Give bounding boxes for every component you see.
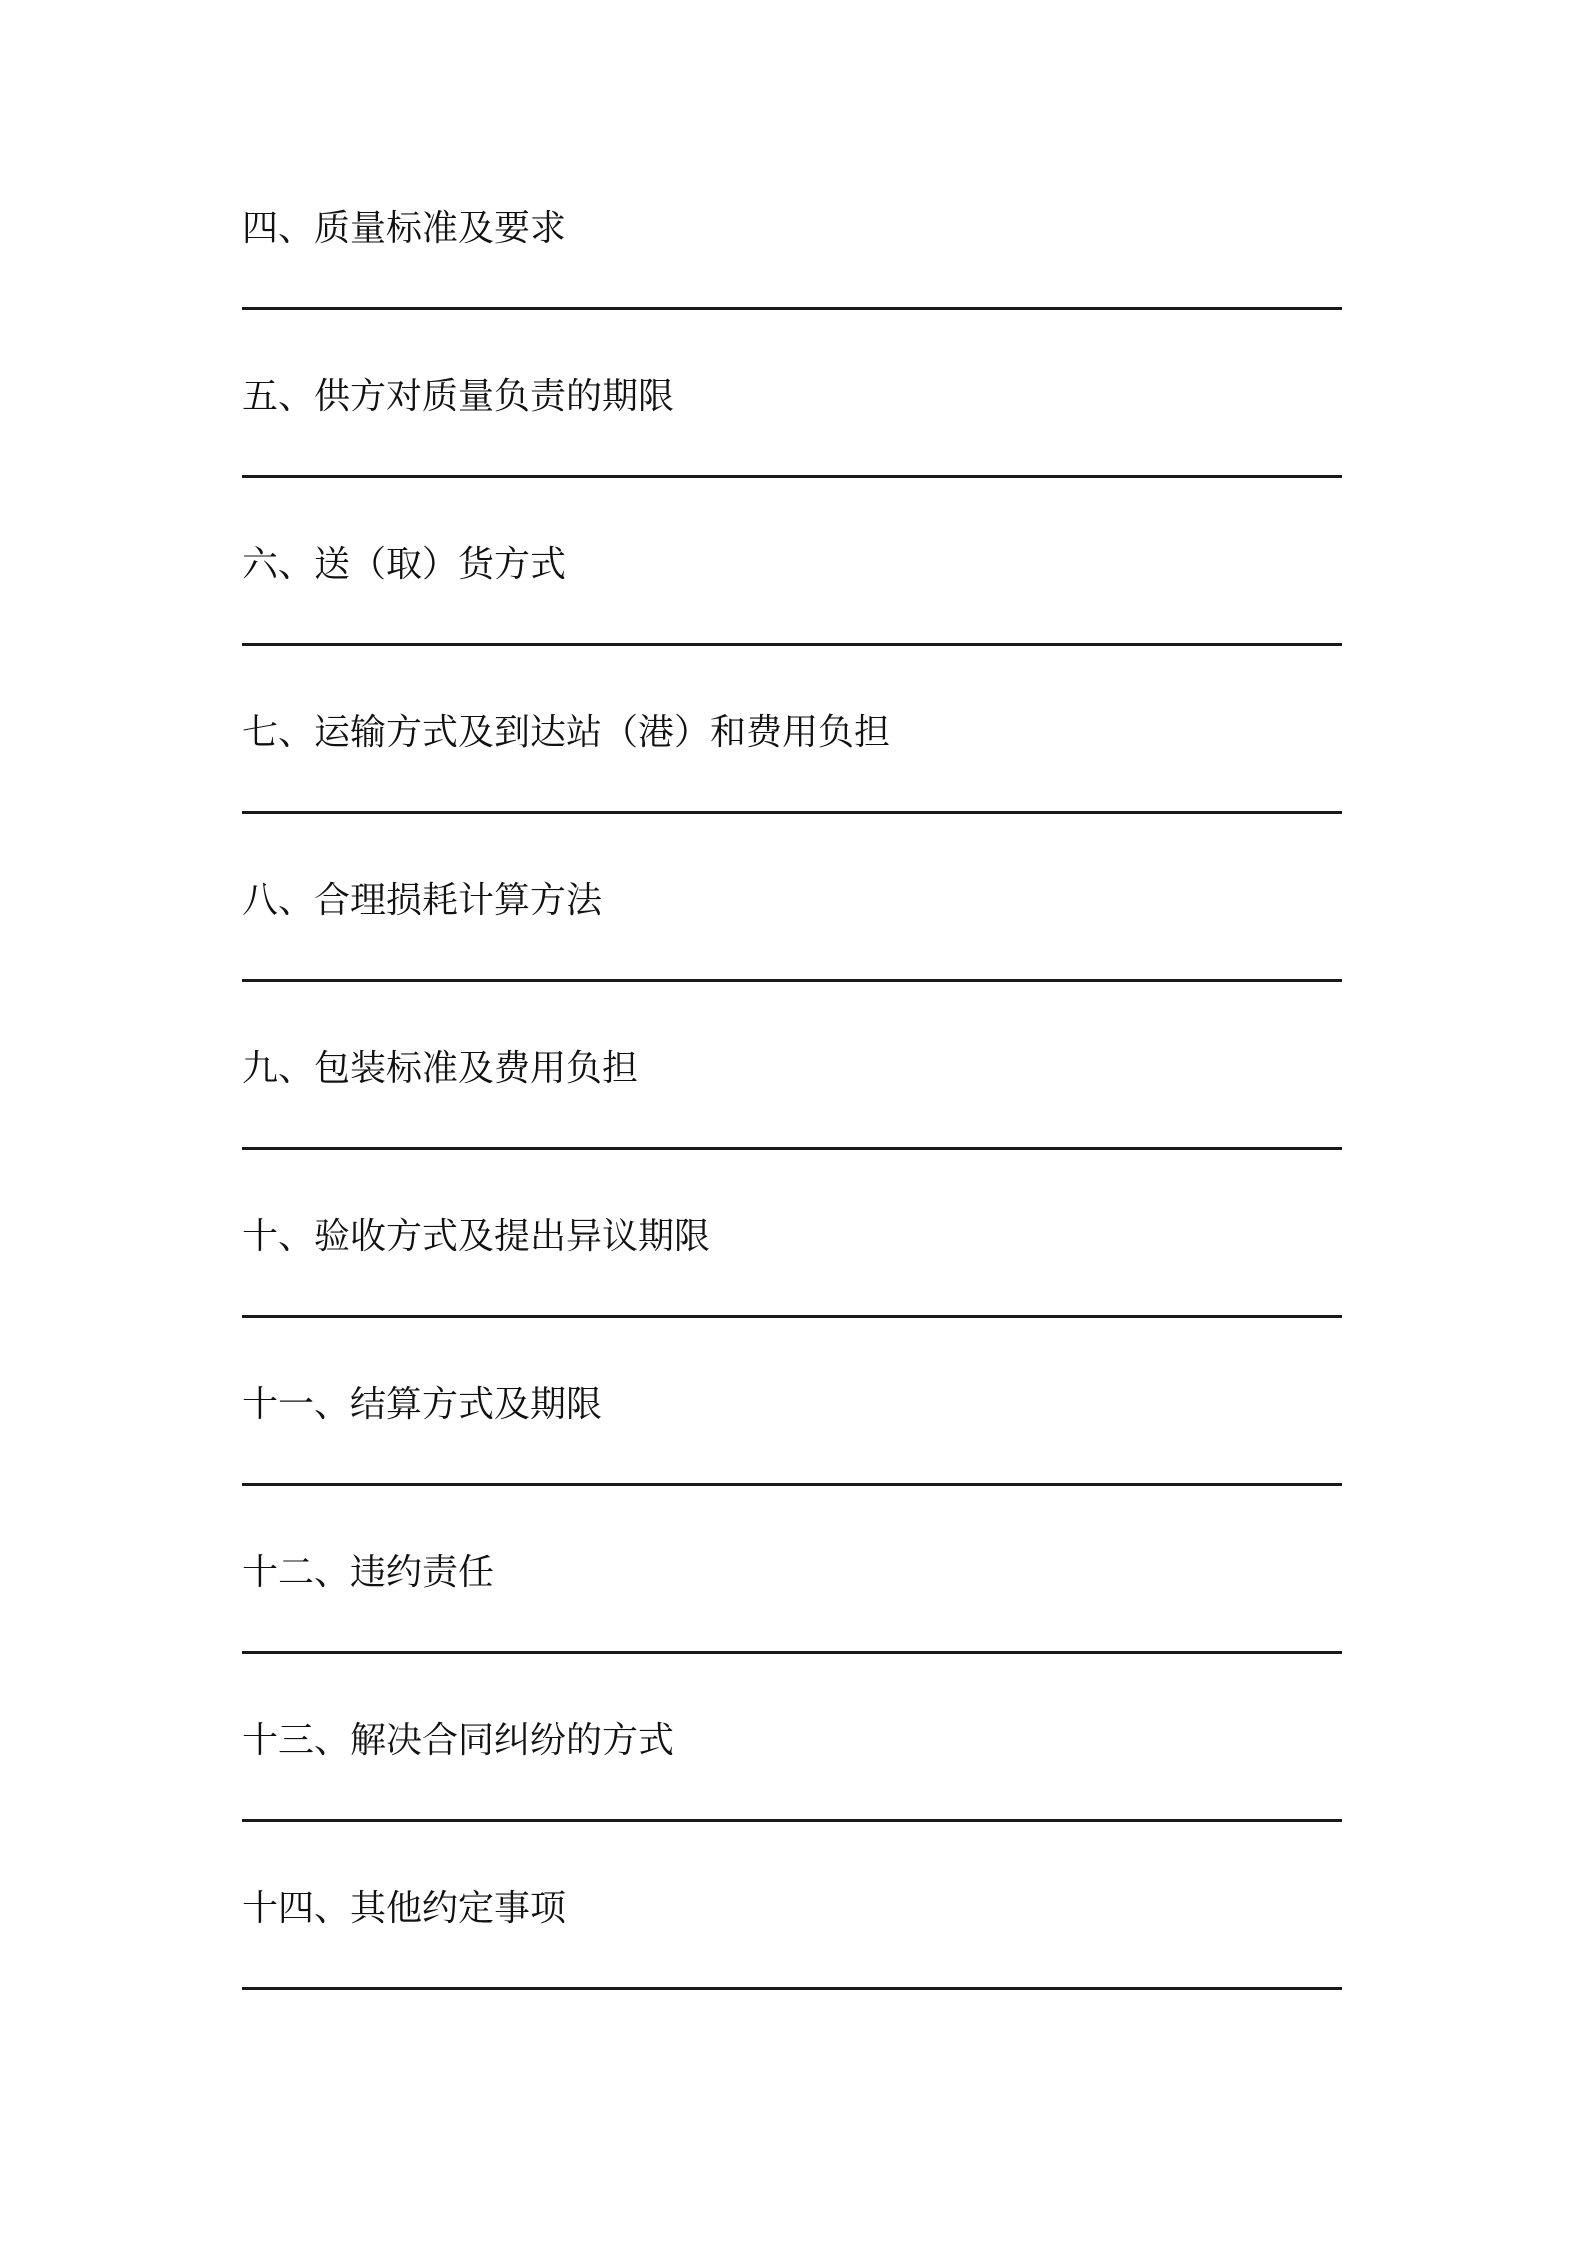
clause-heading: 九、包装标准及费用负担 [242,1048,639,1089]
clause-settlement-method [242,1381,1342,1549]
clause-quality-responsibility-period [242,373,1342,541]
clause-heading: 十二、违约责任 [242,1552,495,1593]
clause-delivery-method [242,541,1342,709]
clause-transport-method [242,709,1342,877]
clause-heading: 八、合理损耗计算方法 [242,880,603,921]
blank-fill-line[interactable] [242,811,1342,814]
blank-fill-line[interactable] [242,1147,1342,1150]
blank-fill-line[interactable] [242,1819,1342,1822]
clause-heading: 十四、其他约定事项 [242,1888,567,1929]
clause-loss-calculation [242,877,1342,1045]
clause-heading: 七、运输方式及到达站（港）和费用负担 [242,712,891,753]
blank-fill-line[interactable] [242,1651,1342,1654]
clause-acceptance-method [242,1213,1342,1381]
clause-packaging-standard [242,1045,1342,1213]
clause-dispute-resolution [242,1717,1342,1885]
blank-fill-line[interactable] [242,1315,1342,1318]
clause-other-matters [242,1885,1342,2053]
blank-fill-line[interactable] [242,1483,1342,1486]
clause-breach-liability [242,1549,1342,1717]
blank-fill-line[interactable] [242,475,1342,478]
clause-heading: 十、验收方式及提出异议期限 [242,1216,711,1257]
clause-heading: 四、质量标准及要求 [242,208,567,249]
blank-fill-line[interactable] [242,643,1342,646]
blank-fill-line[interactable] [242,979,1342,982]
blank-fill-line[interactable] [242,307,1342,310]
clause-heading: 十三、解决合同纠纷的方式 [242,1720,675,1761]
clause-heading: 十一、结算方式及期限 [242,1384,603,1425]
clause-heading: 六、送（取）货方式 [242,544,567,585]
clause-heading: 五、供方对质量负责的期限 [242,376,675,417]
blank-fill-line[interactable] [242,1987,1342,1990]
clause-quality-standard [242,205,1342,373]
